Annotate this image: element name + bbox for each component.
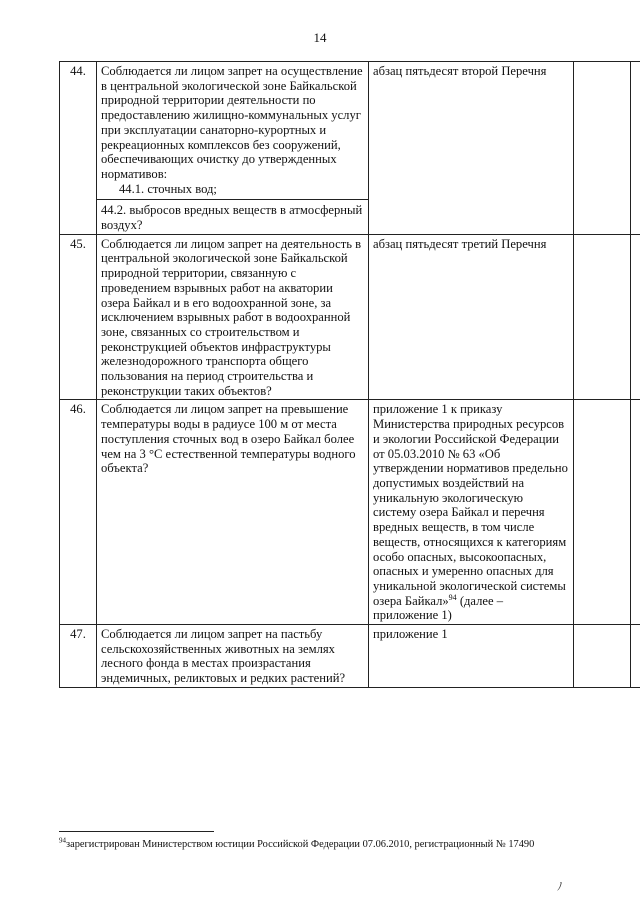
question-text: Соблюдается ли лицом запрет на превышение температуры воды в радиусе 100 м от места поступления сточных вод в озеро Байкал более чем на 3 °С естественной температуры водного объекта? bbox=[97, 400, 369, 625]
sub-item: 44.2. выбросов вредных веществ в атмосферный воздух? bbox=[97, 199, 368, 232]
answer-cell-no bbox=[631, 400, 640, 625]
table-row bbox=[60, 62, 640, 235]
reference-text: приложение 1 к приказу Министерства природных ресурсов и экологии Российской Федерации от 05.03.2010 № 63 «Об утверждении нормативов предельно допустимых воздействий на уникальную экологическую систему озера Байкал и перечня вредных веществ, в том числе веществ, относящихся к категориям особо опасных, высокоопасных, опасных и умеренно опасных для уникальной экологической системы озера Байкал» bbox=[373, 402, 568, 608]
answer-cell-yes bbox=[574, 400, 631, 625]
reference-tail: (далее – приложение 1) bbox=[373, 593, 504, 623]
footnote-text: зарегистрирован Министерством юстиции Российской Федерации 07.06.2010, регистрационный № 17490 bbox=[66, 839, 535, 850]
row-number: 45. bbox=[60, 234, 97, 400]
answer-cell-yes bbox=[574, 234, 631, 400]
sub-item: 44.1. сточных вод; bbox=[119, 181, 217, 196]
answer-cell-yes bbox=[574, 625, 631, 688]
answer-cell-no bbox=[631, 625, 640, 688]
reference-cell: абзац пятьдесят второй Перечня bbox=[369, 62, 574, 235]
footnote-marker: 94 bbox=[59, 836, 66, 845]
page-number: 14 bbox=[313, 30, 327, 45]
table-row bbox=[60, 400, 640, 625]
question-text: Соблюдается ли лицом запрет на пастьбу сельскохозяйственных животных на землях лесного фонда в местах произрастания эндемичных, реликтовых и редких растений? bbox=[97, 625, 369, 688]
footnote-divider bbox=[59, 831, 214, 832]
reference-cell: приложение 1 bbox=[369, 625, 574, 688]
footnote bbox=[59, 838, 630, 851]
answer-cell-no bbox=[631, 62, 640, 235]
footnote-marker: 94 bbox=[448, 592, 457, 602]
question-text: Соблюдается ли лицом запрет на деятельность в центральной экологической зоне Байкальской природной территории, связанную с проведением взрывных работ на акватории озера Байкал и в его водоохранной зоне, за исключением взрывных работ в водоохранной зоне, связанных со строительством и реконструкцией объектов инфраструктуры железнодорожного транспорта общего пользования на период строительства и реконструкции таких объектов? bbox=[97, 234, 369, 400]
question-text: Соблюдается ли лицом запрет на осуществление в центральной экологической зоне Байкальской природной территории деятельности по предоставлению жилищно-коммунальных услуг при эксплуатации санаторно-курортных и рекреационных комплексов без сооружений, обеспечивающих очистку до утвержденных нормативов: bbox=[101, 64, 363, 181]
table-row bbox=[60, 625, 640, 688]
row-number: 44. bbox=[60, 62, 97, 235]
reference-cell bbox=[369, 400, 574, 625]
row-number: 46. bbox=[60, 400, 97, 625]
question-cell bbox=[97, 62, 369, 235]
row-number: 47. bbox=[60, 625, 97, 688]
answer-cell-no bbox=[631, 234, 640, 400]
answer-cell-yes bbox=[574, 62, 631, 235]
reference-cell: абзац пятьдесят третий Перечня bbox=[369, 234, 574, 400]
checklist-table bbox=[59, 61, 640, 688]
corner-mark: ﾉ bbox=[557, 881, 563, 893]
table-row bbox=[60, 234, 640, 400]
